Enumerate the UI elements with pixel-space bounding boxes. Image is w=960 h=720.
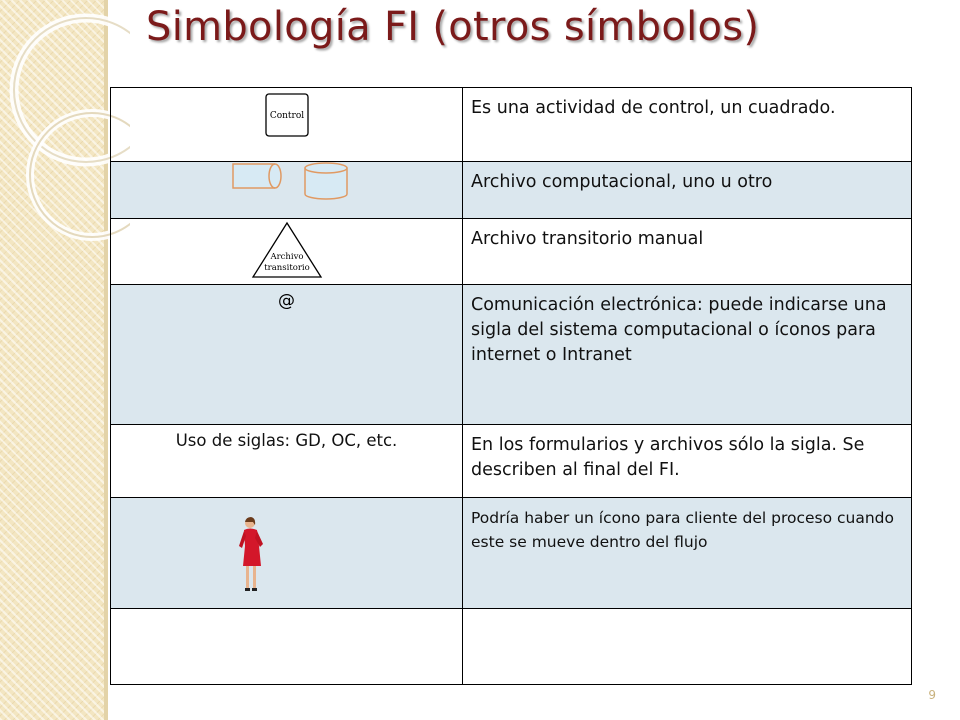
triangle-label-line1: Archivo [269,252,304,262]
computer-file-icons [229,162,369,204]
control-box-icon [263,92,311,140]
description-cell: En los formularios y archivos sólo la sigla. Se describen al final del FI. [463,425,912,498]
at-sign-symbol: @ [278,291,295,311]
control-box-label: Control [269,111,304,121]
description-cell: Comunicación electrónica: puede indicarse una sigla del sistema computacional o íconos para internet o Intranet [463,285,912,425]
symbol-cell [111,285,463,425]
triangle-file-icon [251,221,323,281]
symbol-cell [111,609,463,685]
symbol-cell [111,162,463,219]
symbology-table [110,87,912,685]
symbol-cell [111,425,463,498]
table-row [111,162,912,219]
table-row [111,609,912,685]
acronyms-usage-text: Uso de siglas: GD, OC, etc. [175,431,398,450]
table-row [111,425,912,498]
symbol-cell [111,88,463,162]
description-cell: Es una actividad de control, un cuadrado. [463,88,912,162]
horizontal-cylinder-icon [233,164,281,188]
woman-client-icon [235,516,269,594]
description-cell: Archivo computacional, uno u otro [463,162,912,219]
description-cell: Archivo transitorio manual [463,219,912,285]
table-row [111,88,912,162]
table-row [111,498,912,609]
symbol-cell [111,219,463,285]
slide-title: Simbología FI (otros símbolos) [146,4,760,50]
triangle-label-line2: transitorio [263,263,310,273]
table-row [111,219,912,285]
description-cell: Podría haber un ícono para cliente del proceso cuando este se mueve dentro del flujo [463,498,912,609]
description-cell [463,609,912,685]
page-number: 9 [928,688,936,702]
table-row [111,285,912,425]
symbol-cell [111,498,463,609]
